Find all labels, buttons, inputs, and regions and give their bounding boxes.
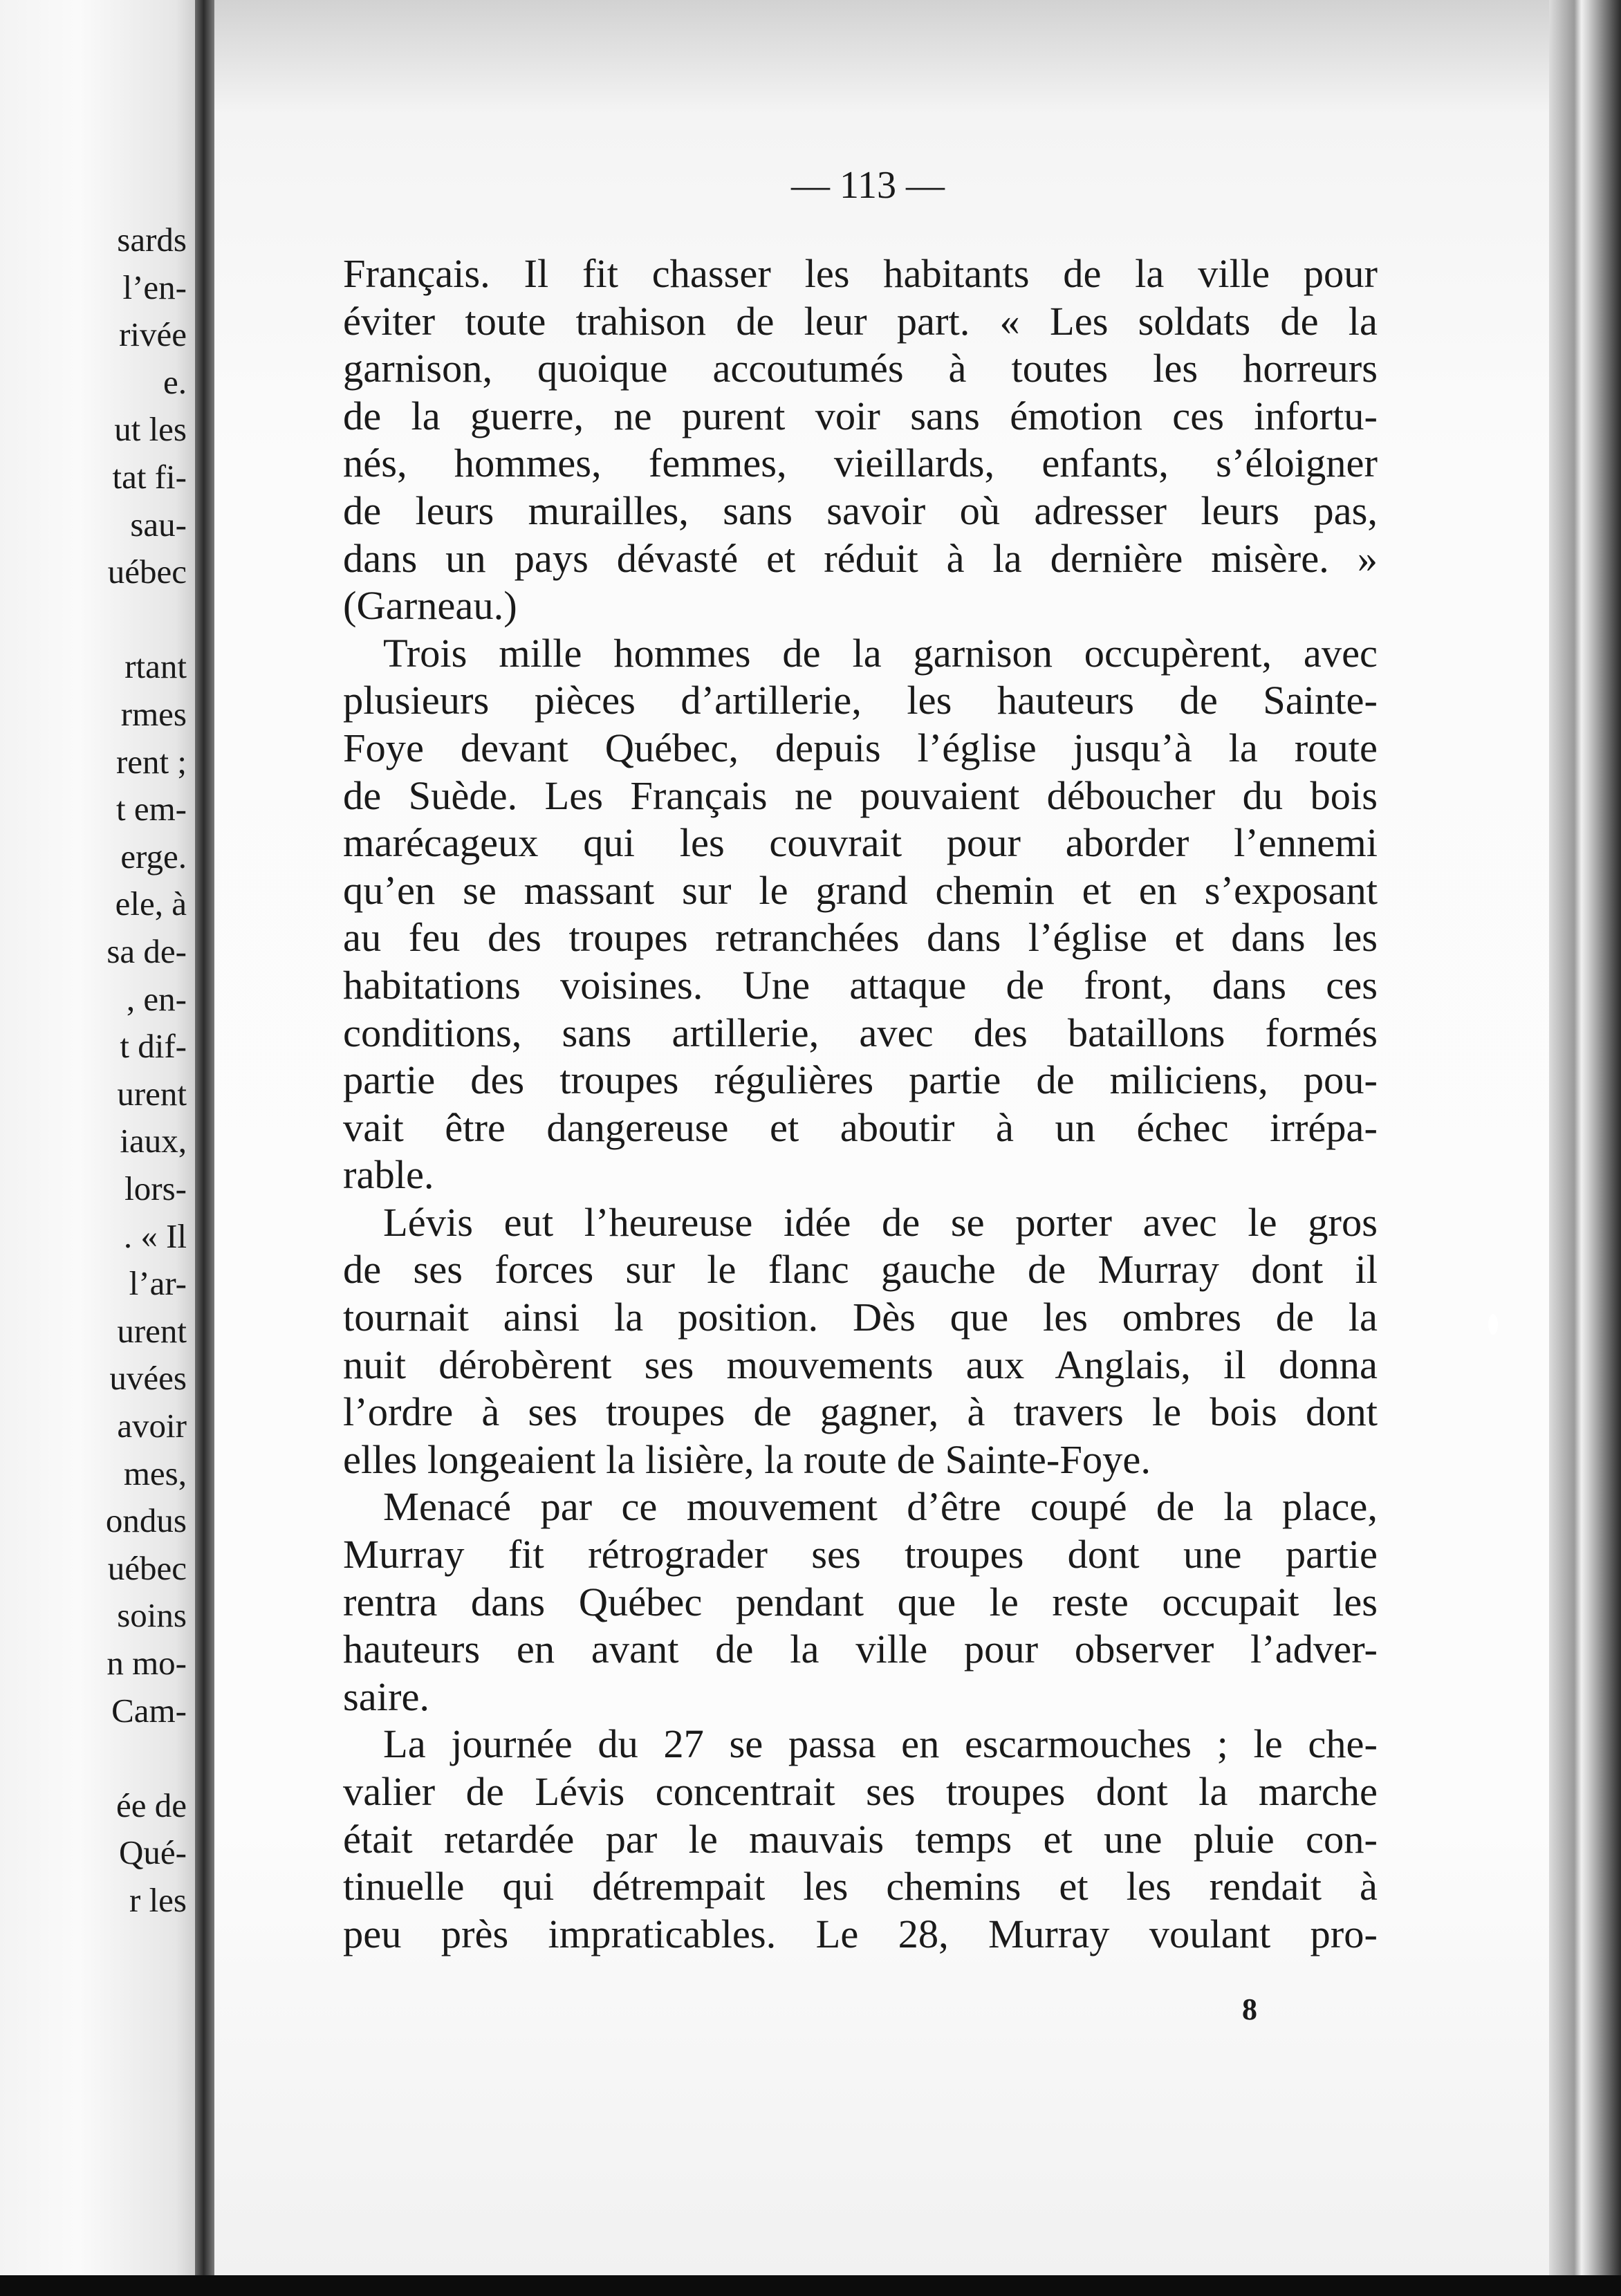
text-line: de Suède. Les Français ne pouvaient déboucher du bois (343, 772, 1378, 818)
text-line: éviter toute trahison de leur part. « Les soldats de la (343, 298, 1378, 344)
left-page-fragment: uébec (107, 1548, 187, 1587)
left-page-fragment: rent ; (115, 742, 187, 781)
left-page-fragment: mes, (123, 1454, 187, 1492)
text-line: Foye devant Québec, depuis l’église jusqu’à la route (343, 725, 1378, 770)
text-line: de la guerre, ne purent voir sans émotion ces infortu- (343, 393, 1378, 438)
text-line: dans un pays dévasté et réduit à la dernière misère. » (343, 535, 1378, 581)
left-page-fragment: , en- (126, 979, 187, 1018)
page-number: — 113 — (791, 164, 945, 207)
left-page-fragment: ut les (114, 410, 187, 449)
text-line: saire. (343, 1674, 430, 1719)
text-line: tinuelle qui détrempait les chemins et les rendait à (343, 1864, 1378, 1909)
left-page-fragment: l’ar- (129, 1264, 187, 1303)
text-line: Trois mille hommes de la garnison occupèrent, avec (383, 630, 1378, 676)
text-line: habitations voisines. Une attaque de front, dans ces (343, 962, 1378, 1008)
left-page-fragment: ée de (116, 1786, 187, 1824)
left-page-fragment: Qué- (119, 1833, 187, 1872)
text-line: valier de Lévis concentrait ses troupes dont la marche (343, 1769, 1378, 1814)
right-page (214, 0, 1549, 2275)
text-line: de leurs murailles, sans savoir où adresser leurs pas, (343, 488, 1378, 533)
text-line: conditions, sans artillerie, avec des bataillons formés (343, 1010, 1378, 1055)
text-line: La journée du 27 se passa en escarmouches ; le che- (383, 1721, 1378, 1767)
left-page-fragment: ondus (105, 1501, 187, 1540)
left-page-fragment: avoir (117, 1407, 187, 1445)
left-page-fragment: rmes (120, 695, 187, 733)
text-line: (Garneau.) (343, 583, 517, 629)
text-line: plusieurs pièces d’artillerie, les hauteurs de Sainte- (343, 678, 1378, 723)
text-line: elles longeaient la lisière, la route de Sainte-Foye. (343, 1436, 1151, 1482)
text-line: de ses forces sur le flanc gauche de Murray dont il (343, 1247, 1378, 1293)
text-line: rable. (343, 1152, 434, 1198)
text-line: hauteurs en avant de la ville pour observer l’adver- (343, 1627, 1378, 1672)
left-page-fragment: n mo- (106, 1644, 187, 1682)
left-page-fragment: urent (117, 1074, 187, 1113)
left-page-fragment: sau- (130, 505, 187, 544)
text-line: partie des troupes régulières partie de miliciens, pou- (343, 1057, 1378, 1103)
text-line: Lévis eut l’heureuse idée de se porter avec le gros (383, 1199, 1378, 1245)
signature-mark: 8 (1242, 1992, 1257, 2026)
text-line: vait être dangereuse et aboutir à un échec irrépa- (343, 1104, 1378, 1150)
left-page-fragment: rtant (124, 647, 187, 686)
left-page-fragment: uébec (107, 553, 187, 591)
text-line: l’ordre à ses troupes de gagner, à travers le bois dont (343, 1389, 1378, 1435)
left-page-edge (0, 0, 195, 2275)
text-line: Français. Il fit chasser les habitants de la ville pour (343, 251, 1378, 296)
scan-speck (1488, 1314, 1498, 1335)
left-page-fragment: sa de- (106, 932, 187, 970)
left-page-fragment: ele, à (115, 885, 187, 923)
left-page-fragment: sards (117, 221, 187, 259)
text-line: qu’en se massant sur le grand chemin et en s’exposant (343, 867, 1378, 913)
left-page-fragment: iaux, (120, 1122, 187, 1160)
left-page-fragment: Cam- (111, 1691, 187, 1730)
left-page-fragment: erge. (120, 837, 187, 876)
left-page-fragment: rivée (119, 315, 187, 354)
paragraph (343, 250, 1378, 630)
text-line: Menacé par ce mouvement d’être coupé de la place, (383, 1484, 1378, 1530)
text-line: nuit dérobèrent ses mouvements aux Anglais, il donna (343, 1342, 1378, 1387)
text-line: peu près impraticables. Le 28, Murray voulant pro- (343, 1911, 1378, 1956)
left-page-fragment: . « Il (123, 1216, 187, 1255)
paragraph (343, 1721, 1378, 1958)
left-page-fragment: t dif- (120, 1027, 187, 1066)
text-line: au feu des troupes retranchées dans l’église et dans les (343, 915, 1378, 961)
scan-border (0, 2275, 1621, 2296)
left-page-fragment: urent (117, 1311, 187, 1350)
text-line: Murray fit rétrograder ses troupes dont une partie (343, 1532, 1378, 1577)
body-text (343, 250, 1378, 1958)
left-page-fragment: tat fi- (112, 458, 187, 496)
right-page-edge (1549, 0, 1621, 2275)
paragraph (343, 1483, 1378, 1721)
left-page-fragment: e. (163, 362, 187, 401)
text-line: nés, hommes, femmes, vieillards, enfants, s’éloigner (343, 441, 1378, 486)
left-page-fragment: lors- (124, 1169, 187, 1207)
paragraph (343, 1199, 1378, 1484)
text-line: rentra dans Québec pendant que le reste occupait les (343, 1579, 1378, 1624)
left-page-fragment: soins (117, 1596, 187, 1635)
book-gutter (195, 0, 214, 2275)
paragraph (343, 630, 1378, 1199)
text-line: tournait ainsi la position. Dès que les ombres de la (343, 1295, 1378, 1340)
left-page-fragment: l’en- (122, 268, 187, 306)
text-line: était retardée par le mauvais temps et une pluie con- (343, 1816, 1378, 1862)
text-line: garnison, quoique accoutumés à toutes les horreurs (343, 346, 1378, 391)
text-line: marécageux qui les couvrait pour aborder l’ennemi (343, 820, 1378, 866)
left-page-fragment: t em- (115, 790, 187, 828)
left-page-fragment: uvées (109, 1359, 187, 1398)
left-page-fragment: r les (129, 1881, 187, 1919)
